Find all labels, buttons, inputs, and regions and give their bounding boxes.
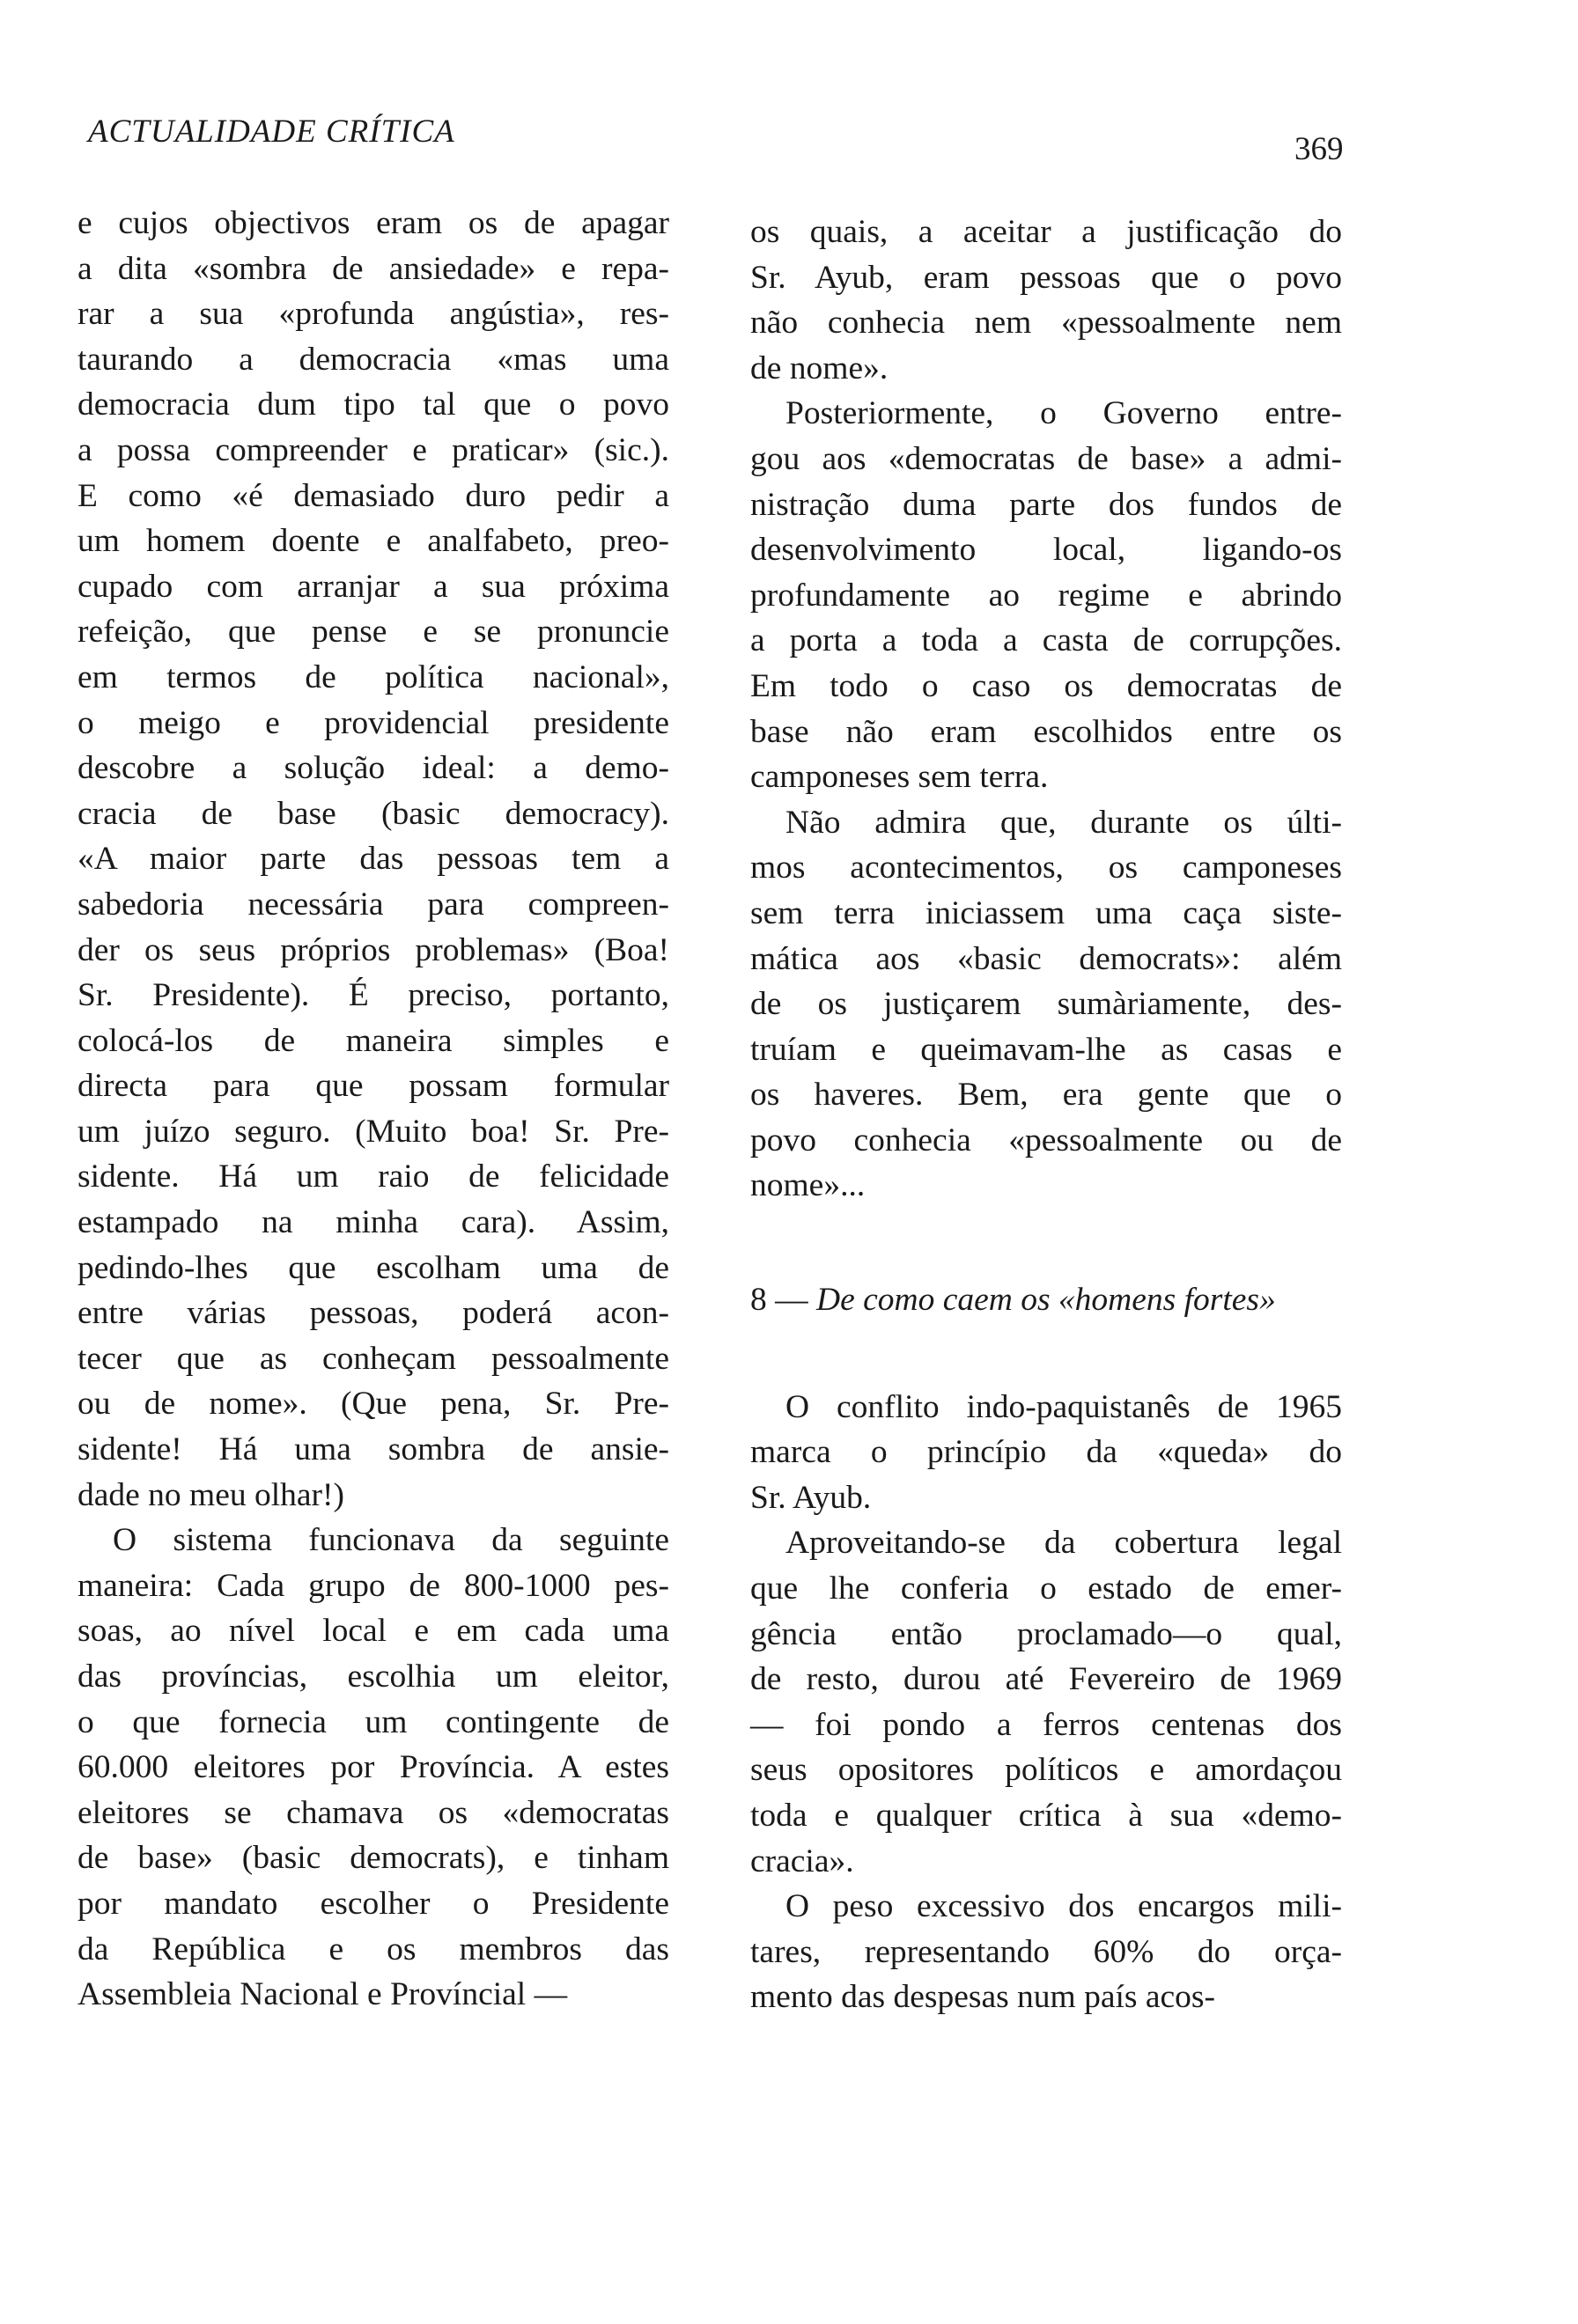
text-line: das províncias, escolhia um eleitor, — [77, 1658, 669, 1695]
text-line: e cujos objectivos eram os de apagar — [77, 205, 669, 241]
text-line: Sr. Presidente). É preciso, portanto, — [77, 977, 669, 1014]
text-line: der os seus próprios problemas» (Boa! — [77, 931, 669, 968]
right-column-paragraphs — [750, 210, 1342, 1209]
text-line: sem terra iniciassem uma caça siste- — [750, 894, 1342, 931]
text-line: mento das despesas num país acos- — [750, 1979, 1216, 2016]
text-line: desenvolvimento local, ligando-os — [750, 532, 1342, 569]
text-line: — foi pondo a ferros centenas dos — [750, 1706, 1342, 1743]
text-line: 60.000 eleitores por Província. A estes — [77, 1749, 669, 1786]
text-line: «A maior parte das pessoas tem a — [77, 841, 669, 878]
text-line: por mandato escolher o Presidente — [77, 1885, 669, 1922]
text-line: estampado na minha cara). Assim, — [77, 1204, 669, 1241]
text-line: cupado com arranjar a sua próxima — [77, 568, 669, 605]
text-line: cracia». — [750, 1842, 854, 1879]
text-line: que lhe conferia o estado de emer- — [750, 1570, 1342, 1607]
text-line: cracia de base (basic democracy). — [77, 795, 669, 832]
text-line: a porta a toda a casta de corrupções. — [750, 622, 1342, 659]
text-line: a possa compreender e praticar» (sic.). — [77, 431, 669, 468]
text-line: tares, representando 60% do orça- — [750, 1933, 1342, 1970]
text-line: Assembleia Nacional e Províncial — — [77, 1976, 568, 2013]
page-number: 369 — [1294, 131, 1344, 167]
text-line: descobre a solução ideal: a demo- — [77, 750, 669, 787]
section-number: 8 — — [750, 1282, 808, 1319]
text-line: Em todo o caso os democratas de — [750, 667, 1342, 704]
text-line: o meigo e providencial presidente — [77, 704, 669, 741]
text-line: o que fornecia um contingente de — [77, 1703, 669, 1740]
text-line: os haveres. Bem, era gente que o — [750, 1077, 1342, 1114]
text-line: não conhecia nem «pessoalmente nem — [750, 305, 1342, 342]
text-line: E como «é demasiado duro pedir a — [77, 477, 669, 514]
text-line: entre várias pessoas, poderá acon- — [77, 1295, 669, 1332]
paragraph — [77, 201, 669, 1518]
text-line: toda e qualquer crítica à sua «demo- — [750, 1798, 1342, 1834]
text-line: gou aos «democratas de base» a admi- — [750, 440, 1342, 477]
section-paragraphs — [750, 1385, 1342, 2020]
text-line: eleitores se chamava os «democratas — [77, 1794, 669, 1831]
text-line: um homem doente e analfabeto, preo- — [77, 523, 669, 560]
text-line: Posteriormente, o Governo entre- — [785, 395, 1342, 432]
text-line: em termos de política nacional», — [77, 658, 669, 695]
text-line: sabedoria necessária para compreen- — [77, 886, 669, 923]
text-line: sidente! Há uma sombra de ansie- — [77, 1431, 669, 1468]
paragraph — [77, 1518, 669, 2018]
text-line: soas, ao nível local e em cada uma — [77, 1613, 669, 1650]
text-line: nome»... — [750, 1167, 866, 1204]
text-line: Sr. Ayub. — [750, 1479, 872, 1516]
text-line: O sistema funcionava da seguinte — [113, 1522, 669, 1559]
text-line: truíam e queimavam-lhe as casas e — [750, 1031, 1342, 1068]
text-line: marca o princípio da «queda» do — [750, 1434, 1342, 1471]
text-line: directa para que possam formular — [77, 1068, 669, 1105]
text-line: taurando a democracia «mas uma — [77, 341, 669, 378]
text-line: de base» (basic democrats), e tinham — [77, 1840, 669, 1877]
text-line: gência então proclamado—o qual, — [750, 1615, 1342, 1652]
text-line: povo conhecia «pessoalmente ou de — [750, 1122, 1342, 1158]
text-line: da República e os membros das — [77, 1931, 669, 1967]
text-line: maneira: Cada grupo de 800-1000 pes- — [77, 1567, 669, 1604]
paragraph — [750, 800, 1342, 1209]
text-line: de os justiçarem sumàriamente, des- — [750, 986, 1342, 1023]
text-line: a dita «sombra de ansiedade» e repa- — [77, 250, 669, 287]
text-line: seus opositores políticos e amordaçou — [750, 1752, 1342, 1789]
text-line: Aproveitando-se da cobertura legal — [785, 1525, 1342, 1562]
text-line: Sr. Ayub, eram pessoas que o povo — [750, 259, 1342, 296]
section-heading — [750, 1277, 1342, 1323]
text-line: pedindo-lhes que escolham uma de — [77, 1249, 669, 1286]
left-column — [77, 201, 669, 2018]
text-line: O conflito indo-paquistanês de 1965 — [785, 1388, 1342, 1425]
text-line: democracia dum tipo tal que o povo — [77, 386, 669, 423]
paragraph — [750, 210, 1342, 391]
paragraph — [750, 391, 1342, 799]
section-title: De como caem os «homens fortes» — [816, 1282, 1276, 1319]
right-column — [750, 210, 1342, 2020]
text-line: Não admira que, durante os últi- — [785, 804, 1342, 841]
paragraph — [750, 1385, 1342, 1521]
text-line: rar a sua «profunda angústia», res- — [77, 296, 669, 333]
text-line: de nome». — [750, 349, 889, 386]
text-line: colocá-los de maneira simples e — [77, 1022, 669, 1059]
text-line: nistração duma parte dos fundos de — [750, 486, 1342, 523]
text-line: dade no meu olhar!) — [77, 1476, 345, 1513]
text-line: ou de nome». (Que pena, Sr. Pre- — [77, 1386, 669, 1423]
paragraph — [750, 1520, 1342, 1884]
text-line: profundamente ao regime e abrindo — [750, 577, 1342, 614]
text-line: refeição, que pense e se pronuncie — [77, 614, 669, 651]
text-line: tecer que as conheçam pessoalmente — [77, 1340, 669, 1377]
text-line: um juízo seguro. (Muito boa! Sr. Pre- — [77, 1113, 669, 1150]
text-line: sidente. Há um raio de felicidade — [77, 1158, 669, 1195]
text-line: O peso excessivo dos encargos mili- — [785, 1888, 1342, 1925]
text-line: mática aos «basic democrats»: além — [750, 940, 1342, 977]
text-line: camponeses sem terra. — [750, 759, 1049, 796]
text-line: os quais, a aceitar a justificação do — [750, 214, 1342, 250]
text-line: base não eram escolhidos entre os — [750, 713, 1342, 750]
running-head: ACTUALIDADE CRÍTICA — [88, 114, 455, 150]
paragraph — [750, 1884, 1342, 2020]
text-line: de resto, durou até Fevereiro de 1969 — [750, 1661, 1342, 1698]
text-line: mos acontecimentos, os camponeses — [750, 849, 1342, 886]
